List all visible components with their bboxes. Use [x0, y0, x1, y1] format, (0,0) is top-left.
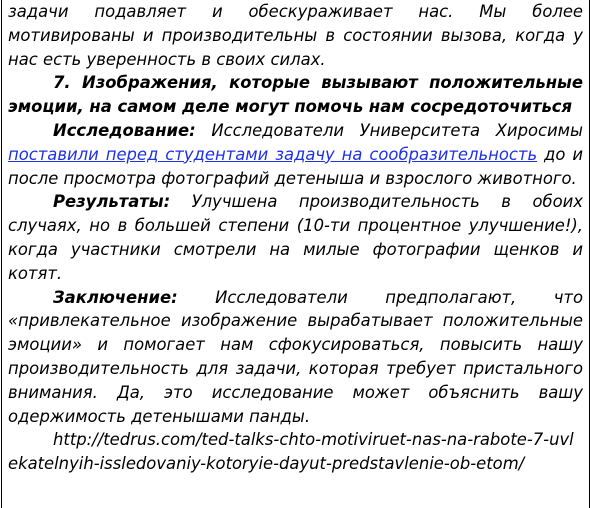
conclusion-text: Исследователи предполагают, что «привлекательное изображение вырабатывает положительные эмоции» и помогает нам сфокусироваться, повысить нашу производительность для задачи, которая требует пристального внимания. Да, это исследование может объяснить вашу одержимость детенышами панды.: [8, 287, 583, 426]
results-paragraph: [8, 190, 583, 285]
intro-paragraph: задачи подавляет и обескураживает нас. Мы более мотивированы и производительны в состоянии вызова, когда у нас есть уверенность в своих силах.: [8, 2, 583, 69]
source-url: http://tedrus.com/ted-talks-chto-motiviruet-nas-na-rabote-7-uvlekatelnyih-issledovaniy-kotoryie-dayut-predstavlenie-ob-etom/: [8, 430, 574, 474]
conclusion-paragraph: [8, 286, 583, 429]
research-paragraph: [8, 119, 583, 190]
research-text-before: Исследователи Университета Хиросимы: [195, 120, 583, 140]
research-link[interactable]: поставили перед студентами задачу на сообразительность: [8, 144, 538, 164]
research-text-after: до и после просмотра фотографий детеныша и взрослого животного.: [8, 144, 583, 188]
results-label: Результаты:: [53, 192, 171, 212]
research-label: Исследование:: [53, 120, 196, 140]
document-page: [8, 0, 583, 476]
section-heading: 7. Изображения, которые вызывают положительные эмоции, на самом деле могут помочь нам сосредоточиться: [8, 73, 583, 117]
conclusion-label: Заключение:: [53, 287, 178, 307]
results-text: Улучшена производительность в обоих случаях, но в большей степени (10-ти процентное улучшение!), когда участники смотрели на милые фотографии щенков и котят.: [8, 192, 583, 283]
